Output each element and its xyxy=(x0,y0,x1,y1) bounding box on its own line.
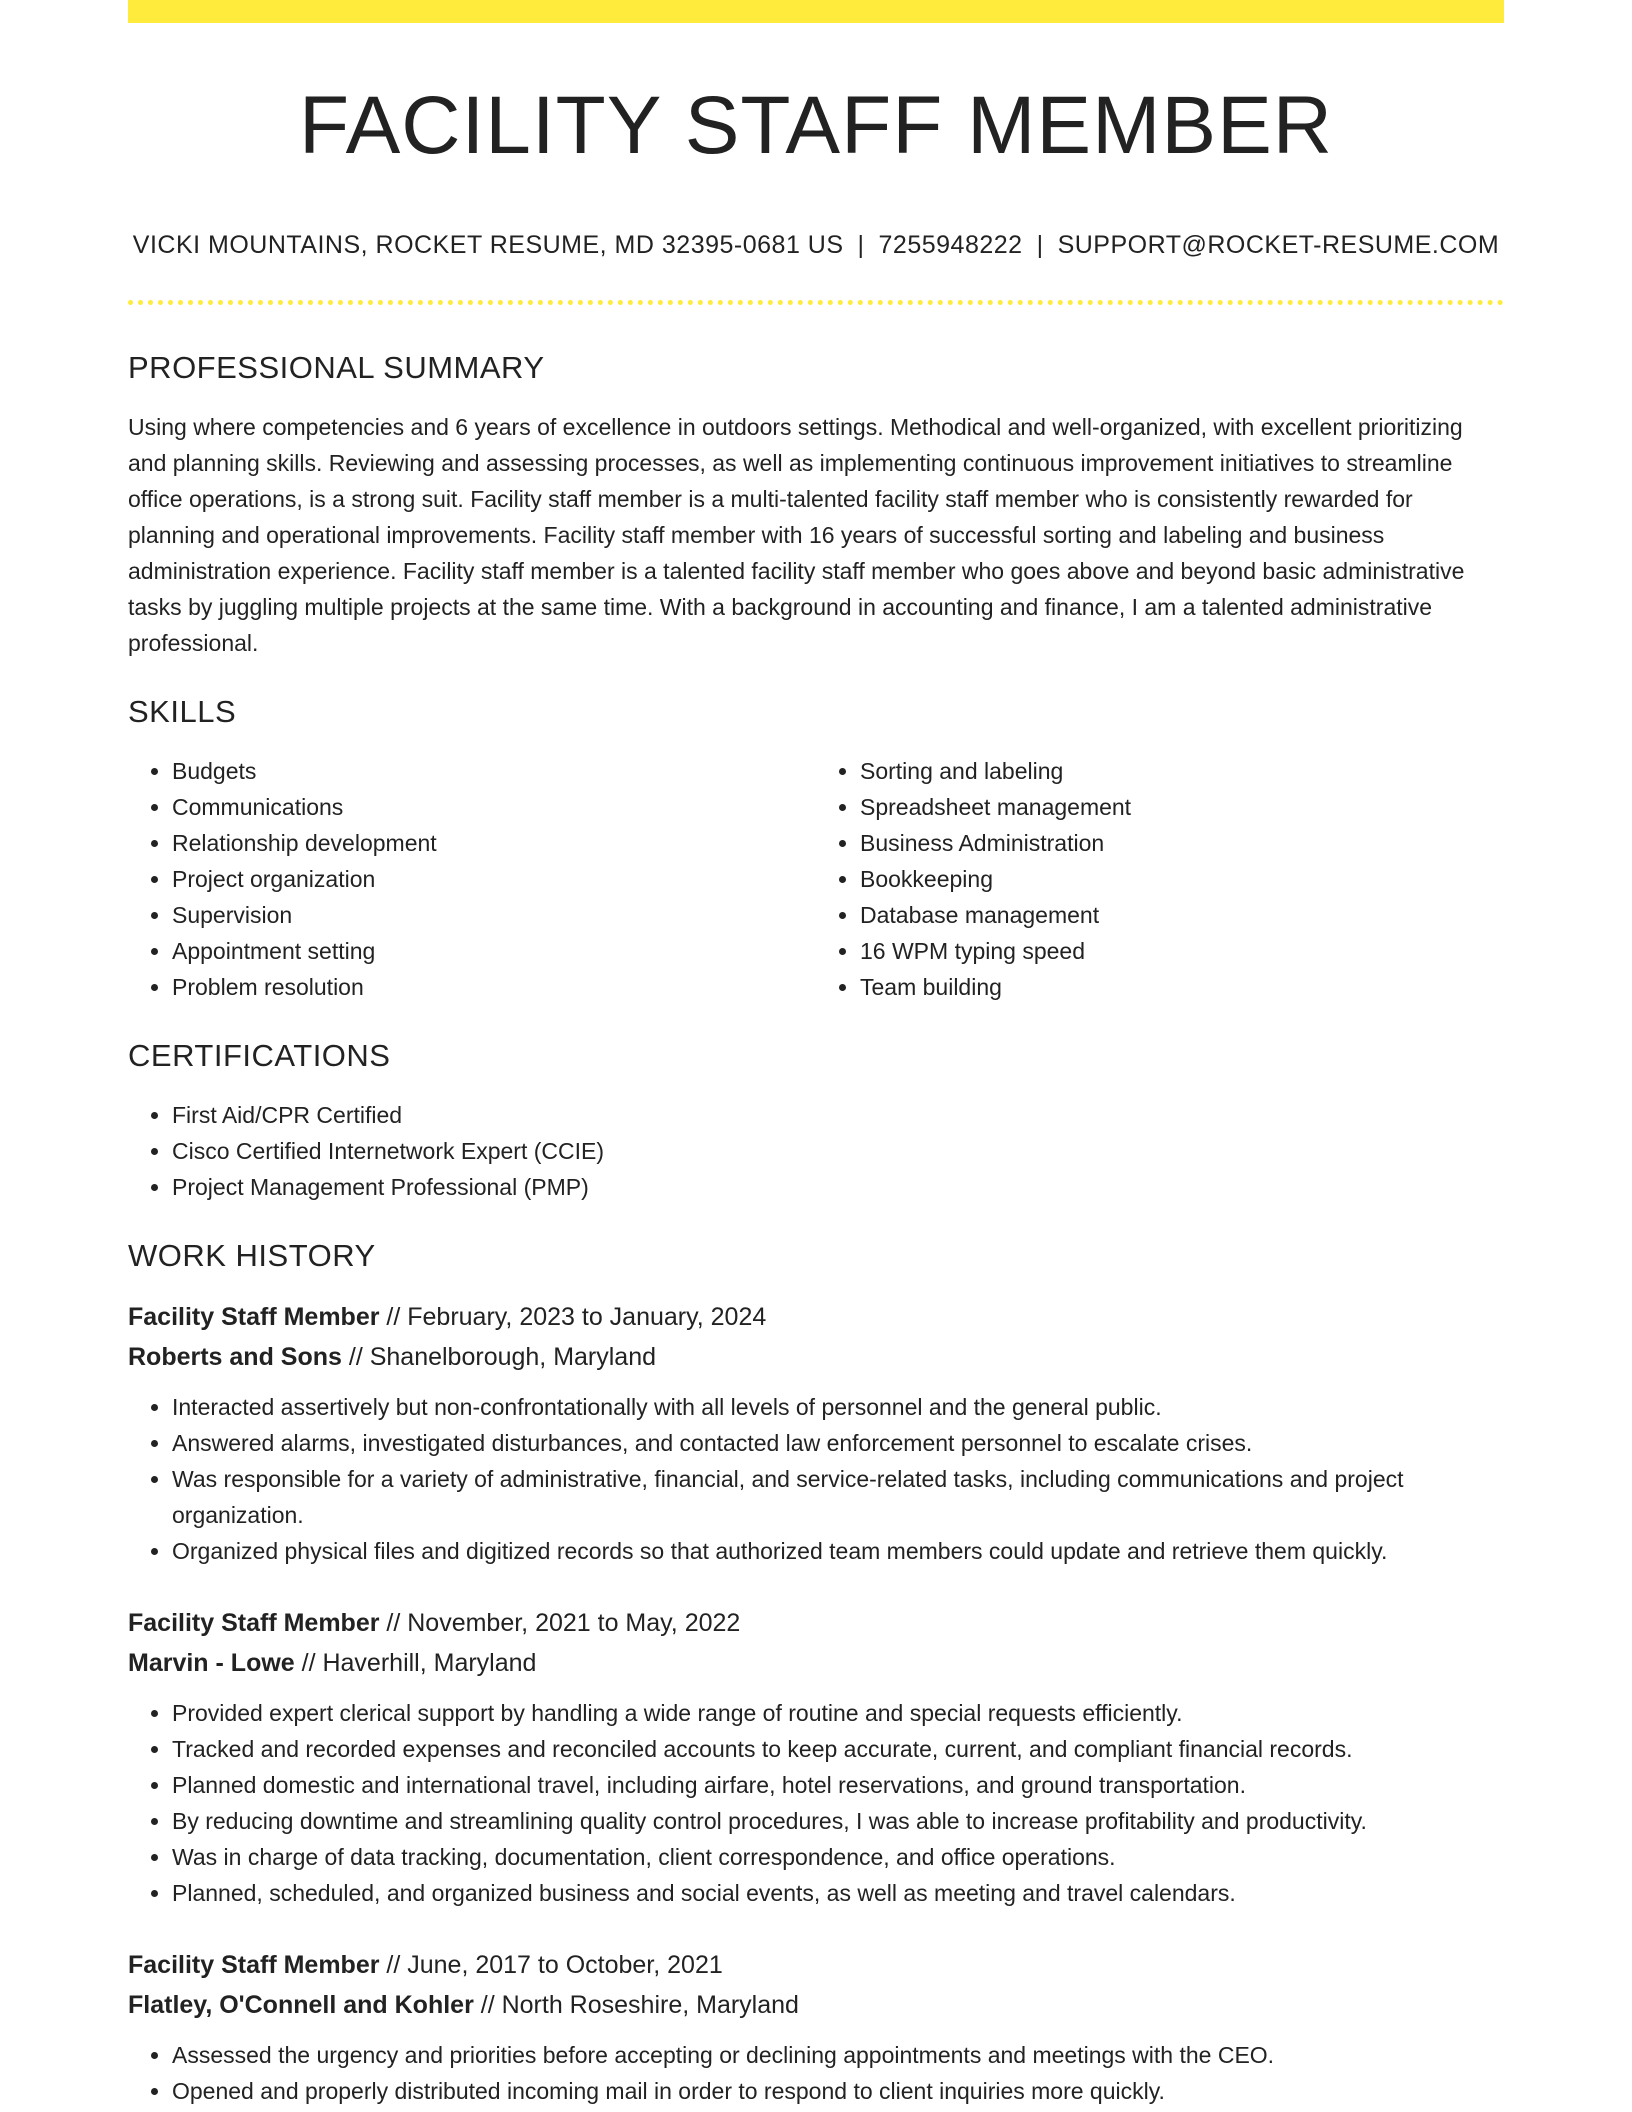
skill-item: • Business Administration xyxy=(860,825,1504,861)
job-entry xyxy=(128,1297,1504,1569)
job-role-line xyxy=(128,1945,1504,1985)
job-bullet: • Was in charge of data tracking, documentation, client correspondence, and office operations. xyxy=(172,1839,1504,1875)
resume-name: FACILITY STAFF MEMBER xyxy=(299,80,1333,171)
skill-item: • Team building xyxy=(860,969,1504,1005)
job-dates: // June, 2017 to October, 2021 xyxy=(386,1951,723,1980)
skills-column-left xyxy=(128,753,816,1005)
skill-item: • Database management xyxy=(860,897,1504,933)
skill-item: • Supervision xyxy=(172,897,816,933)
job-company: Flatley, O'Connell and Kohler xyxy=(128,1991,474,2020)
job-dates: // February, 2023 to January, 2024 xyxy=(386,1303,767,1332)
job-company: Marvin - Lowe xyxy=(128,1649,295,1678)
job-bullet: • Answered alarms, investigated disturbances, and contacted law enforcement personnel to escalate crises. xyxy=(172,1425,1504,1461)
job-bullet: • By reducing downtime and streamlining quality control procedures, I was able to increase profitability and productivity. xyxy=(172,1803,1504,1839)
job-role-line xyxy=(128,1297,1504,1337)
skill-item: • Sorting and labeling xyxy=(860,753,1504,789)
summary-text: Using where competencies and 6 years of excellence in outdoors settings. Methodical and well-organized, with excellent prioritizing and planning skills. Reviewing and assessing processes, as well as implementing continuous improvement initiatives to streamline office operations, is a strong suit. Facility staff member is a multi-talented facility staff member who is consistently rewarded for planning and operational improvements. Facility staff member with 16 years of successful sorting and labeling and business administration experience. Facility staff member is a talented facility staff member who goes above and beyond basic administrative tasks by juggling multiple projects at the same time. With a background in accounting and finance, I am a talented administrative professional. xyxy=(128,413,1465,656)
job-bullet: • Assessed the urgency and priorities before accepting or declining appointments and meetings with the CEO. xyxy=(172,2037,1504,2073)
certification-item: • Cisco Certified Internetwork Expert (CCIE) xyxy=(172,1133,1504,1169)
job-bullet: • Was responsible for a variety of administrative, financial, and service-related tasks, including communications and project organization. xyxy=(172,1461,1504,1533)
resume-page xyxy=(128,0,1504,2109)
dotted-divider xyxy=(128,300,1504,305)
job-role: Facility Staff Member xyxy=(128,1951,380,1980)
job-location: // Haverhill, Maryland xyxy=(301,1649,537,1678)
job-role-line xyxy=(128,1603,1504,1643)
job-company-line xyxy=(128,1337,1504,1377)
job-location: // North Roseshire, Maryland xyxy=(480,1991,799,2020)
section-title-certifications: CERTIFICATIONS xyxy=(128,1038,391,1074)
section-title-work-history: WORK HISTORY xyxy=(128,1238,376,1274)
job-location: // Shanelborough, Maryland xyxy=(348,1343,657,1372)
job-bullet: • Organized physical files and digitized records so that authorized team members could update and retrieve them quickly. xyxy=(172,1533,1504,1569)
contact-phone[interactable]: 7255948222 xyxy=(878,231,1023,260)
job-role: Facility Staff Member xyxy=(128,1303,380,1332)
skill-item: • Project organization xyxy=(172,861,816,897)
skills-column-right xyxy=(816,753,1504,1005)
skill-item: • Relationship development xyxy=(172,825,816,861)
skills-list xyxy=(128,753,1504,1005)
skill-item: • Communications xyxy=(172,789,816,825)
job-bullets xyxy=(128,2037,1504,2109)
section-title-summary: PROFESSIONAL SUMMARY xyxy=(128,349,545,385)
job-bullet: • Opened and properly distributed incoming mail in order to respond to client inquiries more quickly. xyxy=(172,2073,1504,2109)
job-bullet: • Interacted assertively but non-confrontationally with all levels of personnel and the general public. xyxy=(172,1389,1504,1425)
job-bullets xyxy=(128,1695,1504,1911)
certification-item: • Project Management Professional (PMP) xyxy=(172,1169,1504,1205)
contact-email[interactable]: SUPPORT@ROCKET-RESUME.COM xyxy=(1057,231,1500,260)
job-company: Roberts and Sons xyxy=(128,1343,342,1372)
skill-item: • Bookkeeping xyxy=(860,861,1504,897)
certification-item: • First Aid/CPR Certified xyxy=(172,1097,1504,1133)
job-bullet: • Planned domestic and international travel, including airfare, hotel reservations, and ground transportation. xyxy=(172,1767,1504,1803)
contact-separator: | xyxy=(857,231,865,260)
job-entry xyxy=(128,1945,1504,2109)
job-bullets xyxy=(128,1389,1504,1569)
skill-item: • Budgets xyxy=(172,753,816,789)
certifications-list xyxy=(128,1097,1504,1205)
job-company-line xyxy=(128,1985,1504,2025)
job-company-line xyxy=(128,1643,1504,1683)
accent-top-bar xyxy=(128,0,1504,23)
job-bullet: • Planned, scheduled, and organized business and social events, as well as meeting and travel calendars. xyxy=(172,1875,1504,1911)
job-bullet: • Provided expert clerical support by handling a wide range of routine and special requests efficiently. xyxy=(172,1695,1504,1731)
job-role: Facility Staff Member xyxy=(128,1609,380,1638)
skill-item: • Appointment setting xyxy=(172,933,816,969)
job-entry xyxy=(128,1603,1504,1911)
skill-item: • Problem resolution xyxy=(172,969,816,1005)
contact-line xyxy=(128,229,1504,262)
job-bullet: • Tracked and recorded expenses and reconciled accounts to keep accurate, current, and compliant financial records. xyxy=(172,1731,1504,1767)
contact-separator: | xyxy=(1036,231,1044,260)
job-dates: // November, 2021 to May, 2022 xyxy=(386,1609,741,1638)
section-title-skills: SKILLS xyxy=(128,693,237,729)
skill-item: • 16 WPM typing speed xyxy=(860,933,1504,969)
skill-item: • Spreadsheet management xyxy=(860,789,1504,825)
contact-address: VICKI MOUNTAINS, ROCKET RESUME, MD 32395-0681 US xyxy=(132,231,844,260)
